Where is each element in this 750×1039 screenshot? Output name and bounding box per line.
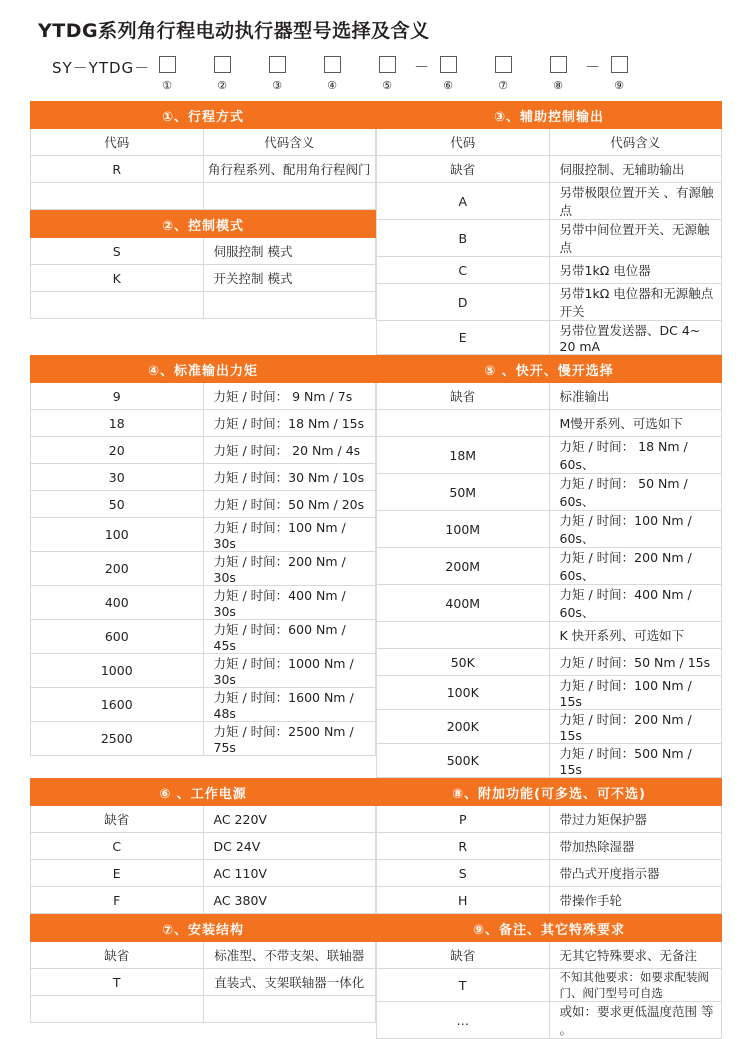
- cell-meaning: 伺服控制 模式: [203, 238, 376, 265]
- table-row: [377, 710, 722, 744]
- cell-code: 缺省: [377, 383, 550, 410]
- table-row: [377, 942, 722, 969]
- cell-meaning: AC 380V: [203, 887, 376, 914]
- cell-code: R: [31, 156, 204, 183]
- table-section-1: [30, 101, 376, 210]
- table-row: [377, 410, 722, 437]
- cell-code: 1600: [31, 688, 204, 722]
- code-box-1[interactable]: [159, 56, 176, 73]
- cell-code: 缺省: [377, 156, 550, 183]
- cell-meaning: 力矩 / 时间： 9 Nm / 7s: [203, 383, 376, 410]
- cell-code: 30: [31, 464, 204, 491]
- cell-code: 200M: [377, 548, 550, 585]
- table-row: [31, 129, 376, 156]
- table-row: [31, 996, 376, 1023]
- cell-meaning: DC 24V: [203, 833, 376, 860]
- section-1-header: ①、行程方式: [31, 102, 376, 129]
- model-prefix: SY－YTDG－: [52, 59, 151, 77]
- cell-code: S: [377, 860, 550, 887]
- table-row: [31, 292, 376, 319]
- cell-meaning: 力矩 / 时间： 20 Nm / 4s: [203, 437, 376, 464]
- cell-code: K: [31, 265, 204, 292]
- table-section-7: [30, 914, 376, 1023]
- code-index-6: ⑥: [443, 79, 453, 92]
- cell-meaning: 力矩 / 时间：100 Nm / 15s: [549, 676, 722, 710]
- table-row: [31, 383, 376, 410]
- table-row: [31, 779, 376, 806]
- table-row: [31, 688, 376, 722]
- table-row: [377, 969, 722, 1002]
- cell-meaning: 另带1kΩ 电位器: [549, 257, 722, 284]
- cell-meaning: 另带1kΩ 电位器和无源触点开关: [549, 284, 722, 321]
- table-row: [377, 1002, 722, 1039]
- cell-code: [31, 183, 204, 210]
- table-row: [377, 284, 722, 321]
- table-row: [377, 356, 722, 383]
- cell-meaning: [203, 996, 376, 1023]
- table-row: [31, 437, 376, 464]
- cell-meaning: 力矩 / 时间：1600 Nm / 48s: [203, 688, 376, 722]
- cell-code: 18: [31, 410, 204, 437]
- cell-code: T: [377, 969, 550, 1002]
- table-row: [377, 257, 722, 284]
- cell-code: B: [377, 220, 550, 257]
- cell-code: H: [377, 887, 550, 914]
- block-c: [30, 778, 722, 914]
- cell-code: 400M: [377, 585, 550, 622]
- table-row: [377, 649, 722, 676]
- table-row: [31, 552, 376, 586]
- block-b-left: [30, 355, 376, 778]
- table-section-9: [376, 914, 722, 1039]
- cell-meaning: 力矩 / 时间：200 Nm / 60s、: [549, 548, 722, 585]
- section-2-header: ②、控制模式: [31, 211, 376, 238]
- cell-code: E: [31, 860, 204, 887]
- cell-meaning: 力矩 / 时间：18 Nm / 15s: [203, 410, 376, 437]
- table-section-6: [30, 778, 376, 914]
- cell-meaning: 另带位置发送器、DC 4~ 20 mA: [549, 321, 722, 355]
- block-b-right: [376, 355, 722, 778]
- cell-meaning: 或如：要求更低温度范围 等 。: [549, 1002, 722, 1039]
- section-5-header: ⑤ 、快开、慢开选择: [377, 356, 722, 383]
- cell-code: T: [31, 969, 204, 996]
- cell-meaning: 力矩 / 时间：1000 Nm / 30s: [203, 654, 376, 688]
- section-7-header: ⑦、安装结构: [31, 915, 376, 942]
- table-row: [377, 321, 722, 355]
- cell-meaning: 角行程系列、配用角行程阀门: [203, 156, 376, 183]
- cell-code: 100K: [377, 676, 550, 710]
- cell-code: 9: [31, 383, 204, 410]
- cell-code: 200: [31, 552, 204, 586]
- cell-code: 100: [31, 518, 204, 552]
- cell-meaning: 另带中间位置开关、无源触点: [549, 220, 722, 257]
- code-box-8[interactable]: [550, 56, 567, 73]
- table-row: [377, 887, 722, 914]
- table-row: [31, 860, 376, 887]
- table-row: [31, 887, 376, 914]
- cell-code: P: [377, 806, 550, 833]
- table-row: [377, 548, 722, 585]
- table-row: [31, 586, 376, 620]
- cell-code: 100M: [377, 511, 550, 548]
- code-dash-2: －: [585, 58, 601, 76]
- code-index-1: ①: [162, 79, 172, 92]
- col-header-meaning: 代码含义: [203, 129, 376, 156]
- table-row: [31, 156, 376, 183]
- cell-code: A: [377, 183, 550, 220]
- table-row: [31, 806, 376, 833]
- section-9-header: ⑨、备注、其它特殊要求: [377, 915, 722, 942]
- cell-code: [377, 410, 550, 437]
- table-row: [377, 183, 722, 220]
- table-row: [31, 265, 376, 292]
- table-row: [31, 356, 376, 383]
- cell-code: [31, 996, 204, 1023]
- cell-meaning: AC 110V: [203, 860, 376, 887]
- cell-code: 18M: [377, 437, 550, 474]
- code-box-7[interactable]: [495, 56, 512, 73]
- cell-meaning: 力矩 / 时间：400 Nm / 30s: [203, 586, 376, 620]
- cell-code: C: [377, 257, 550, 284]
- cell-meaning: 力矩 / 时间：50 Nm / 20s: [203, 491, 376, 518]
- cell-meaning: 力矩 / 时间：30 Nm / 10s: [203, 464, 376, 491]
- page-title: YTDG系列角行程电动执行器型号选择及含义: [38, 20, 430, 42]
- table-row: [31, 969, 376, 996]
- block-d: [30, 914, 722, 1039]
- cell-meaning: 力矩 / 时间： 18 Nm / 60s、: [549, 437, 722, 474]
- block-b: [30, 355, 722, 778]
- cell-meaning: 带加热除湿器: [549, 833, 722, 860]
- table-row: [377, 833, 722, 860]
- table-row: [377, 102, 722, 129]
- code-index-7: ⑦: [498, 79, 508, 92]
- table-row: [31, 942, 376, 969]
- code-index-5: ⑤: [382, 79, 392, 92]
- table-row: [31, 833, 376, 860]
- table-row: [377, 744, 722, 778]
- table-row: [377, 129, 722, 156]
- table-row: [377, 437, 722, 474]
- section-6-header: ⑥ 、工作电源: [31, 779, 376, 806]
- cell-meaning: 力矩 / 时间： 50 Nm / 60s、: [549, 474, 722, 511]
- section-3-header: ③、辅助控制输出: [377, 102, 722, 129]
- table-row: [377, 779, 722, 806]
- table-row: [31, 183, 376, 210]
- block-c-right: [376, 778, 722, 914]
- cell-meaning: 力矩 / 时间：50 Nm / 15s: [549, 649, 722, 676]
- table-row: [31, 518, 376, 552]
- code-index-8: ⑧: [553, 79, 563, 92]
- cell-meaning: 标准型、不带支架、联轴器: [203, 942, 376, 969]
- block-d-right: [376, 914, 722, 1039]
- cell-meaning: 带凸式开度指示器: [549, 860, 722, 887]
- cell-code: [377, 622, 550, 649]
- cell-meaning: M慢开系列、可选如下: [549, 410, 722, 437]
- table-section-2: [30, 210, 376, 319]
- table-section-3: [376, 101, 722, 355]
- cell-meaning: K 快开系列、可选如下: [549, 622, 722, 649]
- cell-code: 400: [31, 586, 204, 620]
- table-section-4: [30, 355, 376, 756]
- cell-meaning: 力矩 / 时间：100 Nm / 60s、: [549, 511, 722, 548]
- cell-meaning: 另带极限位置开关 、有源触点: [549, 183, 722, 220]
- cell-code: 50K: [377, 649, 550, 676]
- cell-code: 20: [31, 437, 204, 464]
- cell-meaning: 伺服控制、无辅助输出: [549, 156, 722, 183]
- table-row: [377, 676, 722, 710]
- table-row: [377, 220, 722, 257]
- table-row: [31, 654, 376, 688]
- table-row: [31, 915, 376, 942]
- cell-meaning: [203, 292, 376, 319]
- table-row: [377, 806, 722, 833]
- table-row: [377, 860, 722, 887]
- cell-meaning: 标准输出: [549, 383, 722, 410]
- cell-meaning: AC 220V: [203, 806, 376, 833]
- cell-meaning: 开关控制 模式: [203, 265, 376, 292]
- table-row: [31, 491, 376, 518]
- table-row: [377, 156, 722, 183]
- cell-meaning: 力矩 / 时间：100 Nm / 30s: [203, 518, 376, 552]
- table-row: [31, 211, 376, 238]
- cell-code: 缺省: [31, 942, 204, 969]
- code-index-9: ⑨: [614, 79, 624, 92]
- cell-code: F: [31, 887, 204, 914]
- code-dash-1: －: [414, 58, 430, 76]
- cell-meaning: 力矩 / 时间：200 Nm / 15s: [549, 710, 722, 744]
- cell-meaning: 力矩 / 时间：500 Nm / 15s: [549, 744, 722, 778]
- code-box-9[interactable]: [611, 56, 628, 73]
- cell-meaning: 力矩 / 时间：600 Nm / 45s: [203, 620, 376, 654]
- table-section-8: [376, 778, 722, 914]
- cell-code: 缺省: [377, 942, 550, 969]
- cell-code: 2500: [31, 722, 204, 756]
- cell-code: D: [377, 284, 550, 321]
- cell-meaning: 无其它特殊要求、无备注: [549, 942, 722, 969]
- model-code-line: [40, 51, 722, 97]
- cell-code: 50M: [377, 474, 550, 511]
- table-row: [377, 585, 722, 622]
- cell-code: C: [31, 833, 204, 860]
- cell-code: [31, 292, 204, 319]
- code-index-3: ③: [272, 79, 282, 92]
- code-box-4[interactable]: [324, 56, 341, 73]
- code-index-4: ④: [327, 79, 337, 92]
- block-a-right: [376, 101, 722, 355]
- table-row: [377, 383, 722, 410]
- cell-meaning: [203, 183, 376, 210]
- cell-meaning: 力矩 / 时间：400 Nm / 60s、: [549, 585, 722, 622]
- block-a-left: [30, 101, 376, 355]
- cell-meaning: 力矩 / 时间：2500 Nm / 75s: [203, 722, 376, 756]
- code-box-6[interactable]: [440, 56, 457, 73]
- block-c-left: [30, 778, 376, 914]
- block-d-left: [30, 914, 376, 1039]
- table-row: [31, 464, 376, 491]
- cell-code: 200K: [377, 710, 550, 744]
- table-row: [377, 915, 722, 942]
- table-row: [377, 511, 722, 548]
- cell-code: …: [377, 1002, 550, 1039]
- table-row: [31, 238, 376, 265]
- table-row: [31, 410, 376, 437]
- code-box-3[interactable]: [269, 56, 286, 73]
- section-8-header: ⑧、附加功能(可多选、可不选): [377, 779, 722, 806]
- table-section-5: [376, 355, 722, 778]
- cell-code: E: [377, 321, 550, 355]
- table-row: [31, 102, 376, 129]
- cell-meaning: 力矩 / 时间：200 Nm / 30s: [203, 552, 376, 586]
- cell-code: R: [377, 833, 550, 860]
- col-header-code: 代码: [31, 129, 204, 156]
- table-row: [377, 622, 722, 649]
- code-index-2: ②: [217, 79, 227, 92]
- cell-meaning: 带过力矩保护器: [549, 806, 722, 833]
- table-row: [31, 620, 376, 654]
- code-box-2[interactable]: [214, 56, 231, 73]
- cell-meaning: 带操作手轮: [549, 887, 722, 914]
- table-row: [377, 474, 722, 511]
- cell-meaning: 直装式、支架联轴器一体化: [203, 969, 376, 996]
- cell-code: S: [31, 238, 204, 265]
- block-a: [30, 101, 722, 355]
- col-header-code: 代码: [377, 129, 550, 156]
- section-4-header: ④、标准输出力矩: [31, 356, 376, 383]
- cell-code: 600: [31, 620, 204, 654]
- cell-code: 缺省: [31, 806, 204, 833]
- code-box-5[interactable]: [379, 56, 396, 73]
- cell-code: 50: [31, 491, 204, 518]
- col-header-meaning: 代码含义: [549, 129, 722, 156]
- cell-code: 500K: [377, 744, 550, 778]
- table-row: [31, 722, 376, 756]
- cell-meaning: 不知其他要求：如要求配装阀门、阀门型号可自选: [549, 969, 722, 1002]
- cell-code: 1000: [31, 654, 204, 688]
